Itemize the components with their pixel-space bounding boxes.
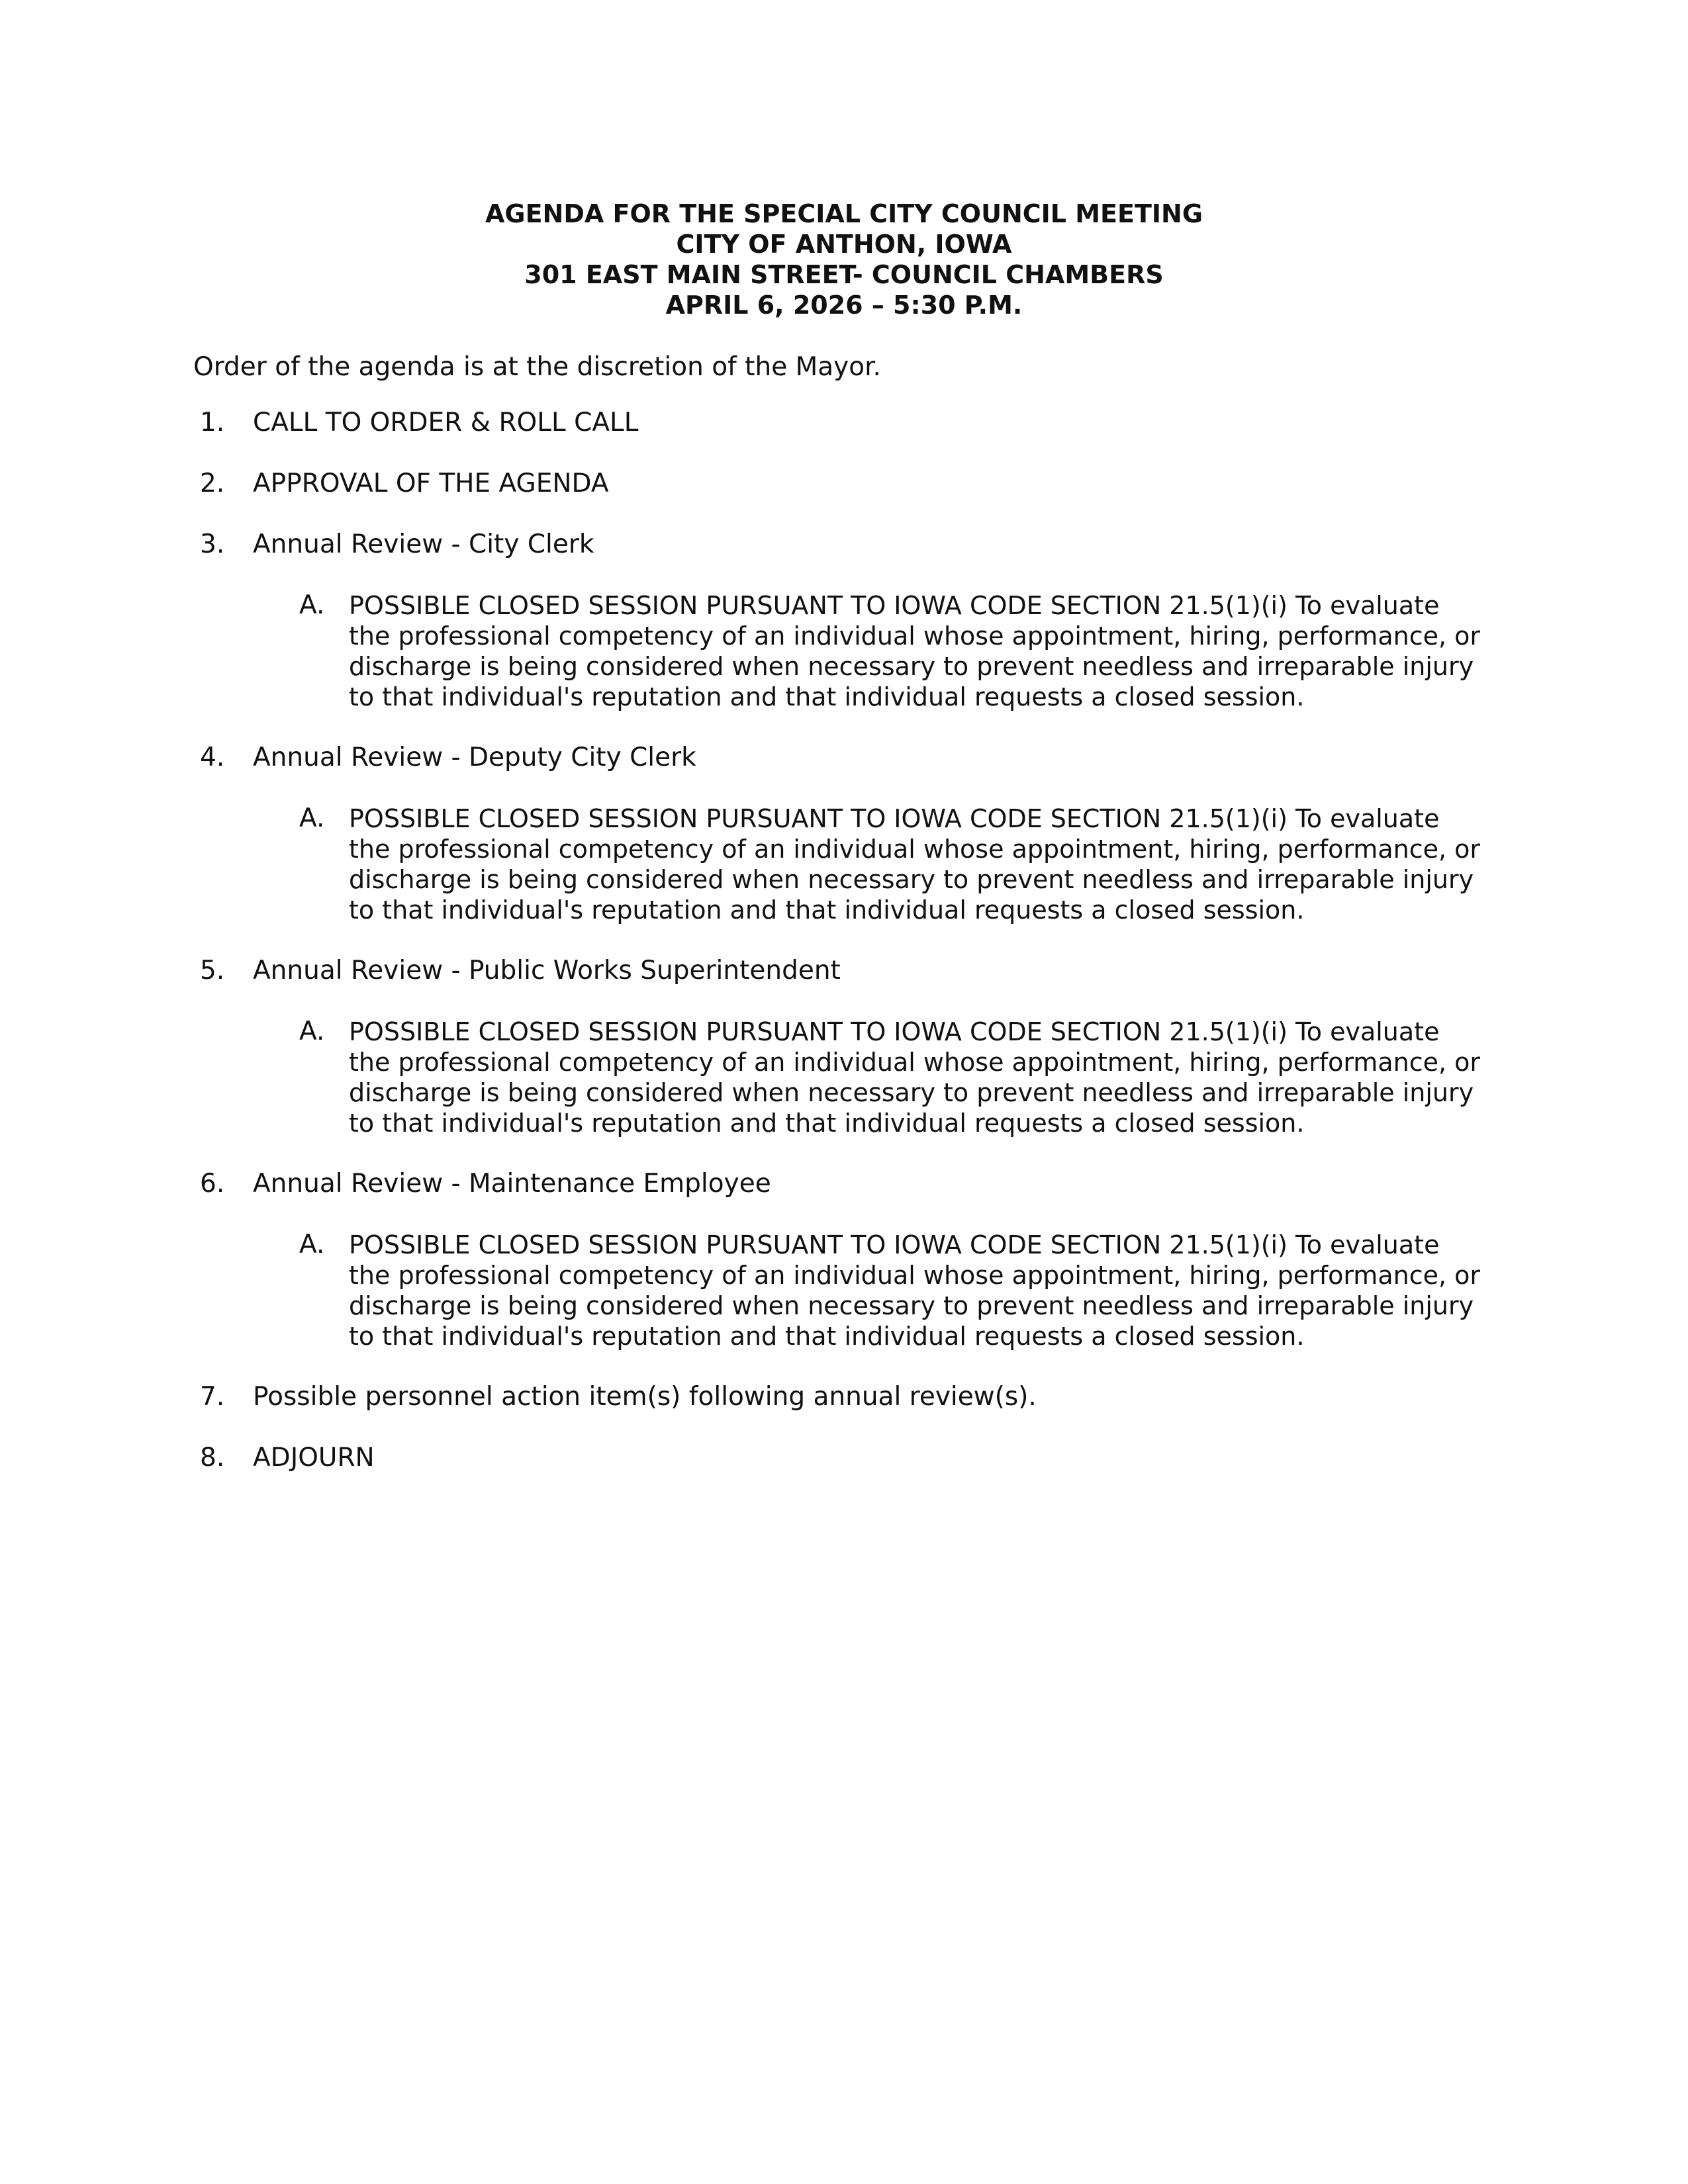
sub-item-letter: A.: [299, 1230, 325, 1259]
sub-item-line: discharge is being considered when necessary to prevent needless and irreparable injury: [349, 865, 1474, 894]
header-date-time: APRIL 6, 2026 – 5:30 P.M.: [665, 291, 1023, 320]
sub-item-line: to that individual's reputation and that individual requests a closed session.: [349, 895, 1305, 925]
sub-item-line: discharge is being considered when necessary to prevent needless and irreparable injury: [349, 652, 1474, 681]
sub-item-line: the professional competency of an individual whose appointment, hiring, performance, or: [349, 1048, 1480, 1077]
item-title: CALL TO ORDER & ROLL CALL: [253, 408, 639, 437]
item-title: Annual Review - Public Works Superintendent: [253, 956, 841, 985]
sub-item-closed-session: [299, 1017, 1517, 1138]
item-title: Annual Review - City Clerk: [253, 529, 594, 559]
item-title: ADJOURN: [253, 1443, 375, 1473]
item-number: 5.: [200, 956, 225, 985]
sub-item-text: [349, 590, 1514, 712]
sub-item-line: POSSIBLE CLOSED SESSION PURSUANT TO IOWA CODE SECTION 21.5(1)(i) To evaluate: [349, 1017, 1440, 1046]
agenda-item-2: [193, 469, 1517, 499]
header-city: CITY OF ANTHON, IOWA: [676, 230, 1012, 259]
agenda-header: [199, 199, 1489, 320]
sub-item-line: to that individual's reputation and that individual requests a closed session.: [349, 1109, 1305, 1138]
agenda-item-8: [193, 1443, 1517, 1473]
item-title: Annual Review - Deputy City Clerk: [253, 743, 696, 772]
sub-item-line: POSSIBLE CLOSED SESSION PURSUANT TO IOWA CODE SECTION 21.5(1)(i) To evaluate: [349, 591, 1440, 620]
sub-item-letter: A.: [299, 1017, 325, 1046]
sub-item-line: POSSIBLE CLOSED SESSION PURSUANT TO IOWA CODE SECTION 21.5(1)(i) To evaluate: [349, 1230, 1440, 1259]
agenda-item-5: [193, 956, 1517, 1138]
sub-item-letter: A.: [299, 590, 325, 620]
agenda-item-3: [193, 529, 1517, 712]
sub-item-line: POSSIBLE CLOSED SESSION PURSUANT TO IOWA CODE SECTION 21.5(1)(i) To evaluate: [349, 804, 1440, 833]
agenda-list: [193, 408, 1517, 1504]
sub-item-line: the professional competency of an individual whose appointment, hiring, performance, or: [349, 621, 1480, 651]
item-title: Annual Review - Maintenance Employee: [253, 1169, 771, 1199]
sub-item-text: [349, 803, 1514, 925]
agenda-item-4: [193, 743, 1517, 925]
item-number: 6.: [200, 1169, 225, 1199]
item-number: 1.: [200, 408, 225, 437]
agenda-intro: Order of the agenda is at the discretion of the Mayor.: [193, 352, 881, 382]
agenda-item-1: [193, 408, 1517, 438]
item-number: 4.: [200, 743, 225, 772]
sub-item-line: discharge is being considered when necessary to prevent needless and irreparable injury: [349, 1078, 1474, 1107]
item-title: APPROVAL OF THE AGENDA: [253, 469, 609, 498]
item-title: Possible personnel action item(s) following annual review(s).: [253, 1382, 1037, 1412]
item-number: 7.: [200, 1382, 225, 1412]
sub-item-text: [349, 1017, 1514, 1138]
sub-item-letter: A.: [299, 803, 325, 833]
header-title: AGENDA FOR THE SPECIAL CITY COUNCIL MEETING: [485, 199, 1203, 228]
sub-item-closed-session: [299, 1230, 1517, 1351]
item-number: 2.: [200, 469, 225, 498]
sub-item-closed-session: [299, 803, 1517, 925]
sub-item-line: to that individual's reputation and that individual requests a closed session.: [349, 682, 1305, 711]
sub-item-line: to that individual's reputation and that individual requests a closed session.: [349, 1322, 1305, 1351]
sub-item-closed-session: [299, 590, 1517, 712]
sub-item-text: [349, 1230, 1514, 1351]
header-address: 301 EAST MAIN STREET- COUNCIL CHAMBERS: [524, 260, 1164, 289]
item-number: 8.: [200, 1443, 225, 1473]
agenda-item-7: [193, 1382, 1517, 1412]
sub-item-line: discharge is being considered when necessary to prevent needless and irreparable injury: [349, 1291, 1474, 1320]
sub-item-line: the professional competency of an individual whose appointment, hiring, performance, or: [349, 1261, 1480, 1290]
sub-item-line: the professional competency of an individual whose appointment, hiring, performance, or: [349, 835, 1480, 864]
agenda-item-6: [193, 1169, 1517, 1351]
item-number: 3.: [200, 529, 225, 559]
